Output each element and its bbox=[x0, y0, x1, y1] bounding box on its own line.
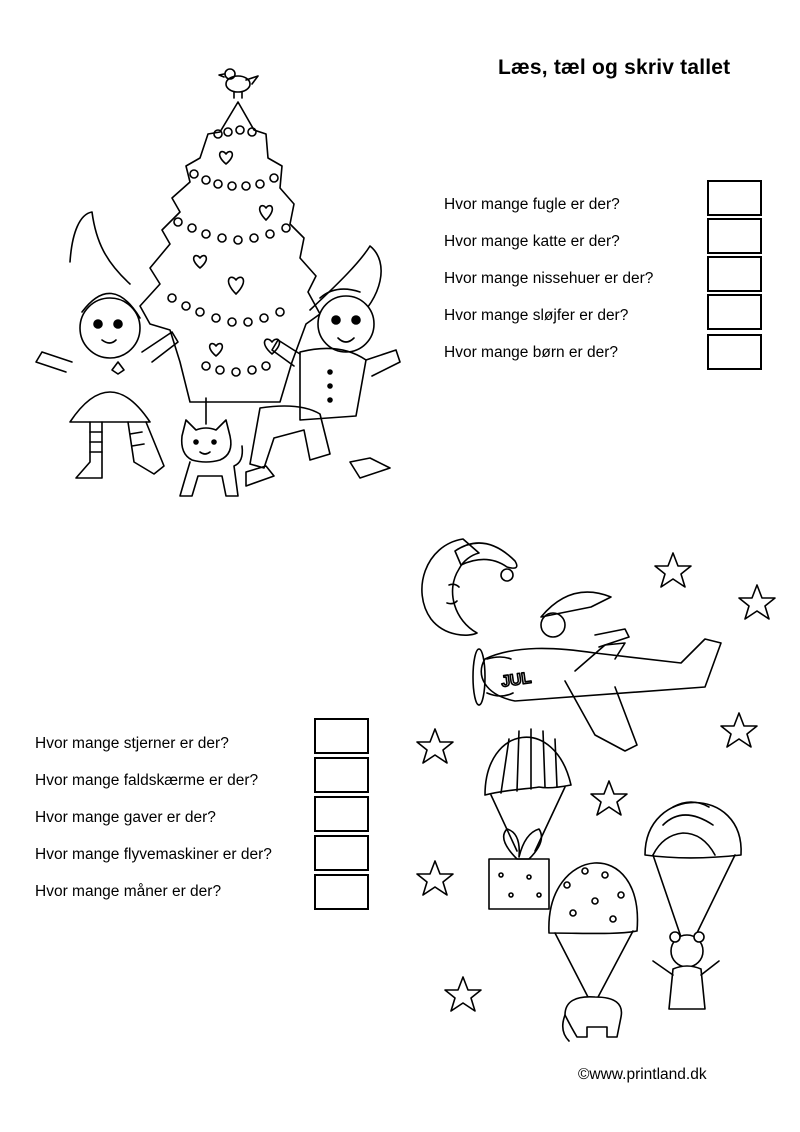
answer-box-hats[interactable] bbox=[707, 256, 762, 292]
question-stars: Hvor mange stjerner er der? bbox=[35, 735, 229, 752]
answer-box-parachutes[interactable] bbox=[314, 757, 369, 793]
question-birds: Hvor mange fugle er der? bbox=[444, 196, 620, 213]
question-gifts: Hvor mange gaver er der? bbox=[35, 809, 216, 826]
question-bows: Hvor mange sløjfer er der? bbox=[444, 307, 629, 324]
answer-input-gifts[interactable] bbox=[316, 798, 367, 830]
bird-icon bbox=[219, 69, 258, 98]
copyright-footer: ©www.printland.dk bbox=[578, 1066, 707, 1083]
answer-input-parachutes[interactable] bbox=[316, 759, 367, 791]
plane-label: JUL bbox=[500, 669, 533, 691]
moon-icon bbox=[422, 539, 517, 635]
answer-input-hats[interactable] bbox=[709, 258, 760, 290]
sky-illustration bbox=[405, 525, 795, 1065]
airplane-icon bbox=[473, 592, 721, 751]
parachute-gift-icon bbox=[485, 729, 571, 909]
question-children: Hvor mange børn er der? bbox=[444, 344, 619, 361]
answer-box-children[interactable] bbox=[707, 334, 762, 370]
answer-input-airplanes[interactable] bbox=[316, 837, 367, 869]
answer-input-birds[interactable] bbox=[709, 182, 760, 214]
star-icon bbox=[417, 861, 453, 895]
star-icon bbox=[417, 729, 453, 763]
parachute-teddy-icon bbox=[645, 802, 741, 1009]
question-parachutes: Hvor mange faldskærme er der? bbox=[35, 772, 259, 789]
answer-box-cats[interactable] bbox=[707, 218, 762, 254]
page-title: Læs, tæl og skriv tallet bbox=[498, 56, 731, 79]
star-icon bbox=[591, 781, 627, 815]
star-icon bbox=[655, 553, 691, 587]
questions-top-list bbox=[444, 196, 694, 366]
question-moons: Hvor mange måner er der? bbox=[35, 883, 222, 900]
star-icon bbox=[739, 585, 775, 619]
star-icon bbox=[445, 977, 481, 1011]
question-cats: Hvor mange katte er der? bbox=[444, 233, 620, 250]
question-hats: Hvor mange nissehuer er der? bbox=[444, 270, 654, 287]
answer-input-stars[interactable] bbox=[316, 720, 367, 752]
parachute-elephant-icon bbox=[549, 863, 638, 1041]
christmas-tree-illustration bbox=[10, 62, 410, 522]
answer-input-bows[interactable] bbox=[709, 296, 760, 328]
answer-box-gifts[interactable] bbox=[314, 796, 369, 832]
questions-bottom-list bbox=[35, 735, 305, 905]
answer-box-stars[interactable] bbox=[314, 718, 369, 754]
answer-box-bows[interactable] bbox=[707, 294, 762, 330]
question-airplanes: Hvor mange flyvemaskiner er der? bbox=[35, 846, 272, 863]
answer-box-moons[interactable] bbox=[314, 874, 369, 910]
answer-input-cats[interactable] bbox=[709, 220, 760, 252]
answer-box-birds[interactable] bbox=[707, 180, 762, 216]
answer-box-airplanes[interactable] bbox=[314, 835, 369, 871]
answer-input-moons[interactable] bbox=[316, 876, 367, 908]
star-icon bbox=[721, 713, 757, 747]
answer-input-children[interactable] bbox=[709, 336, 760, 368]
